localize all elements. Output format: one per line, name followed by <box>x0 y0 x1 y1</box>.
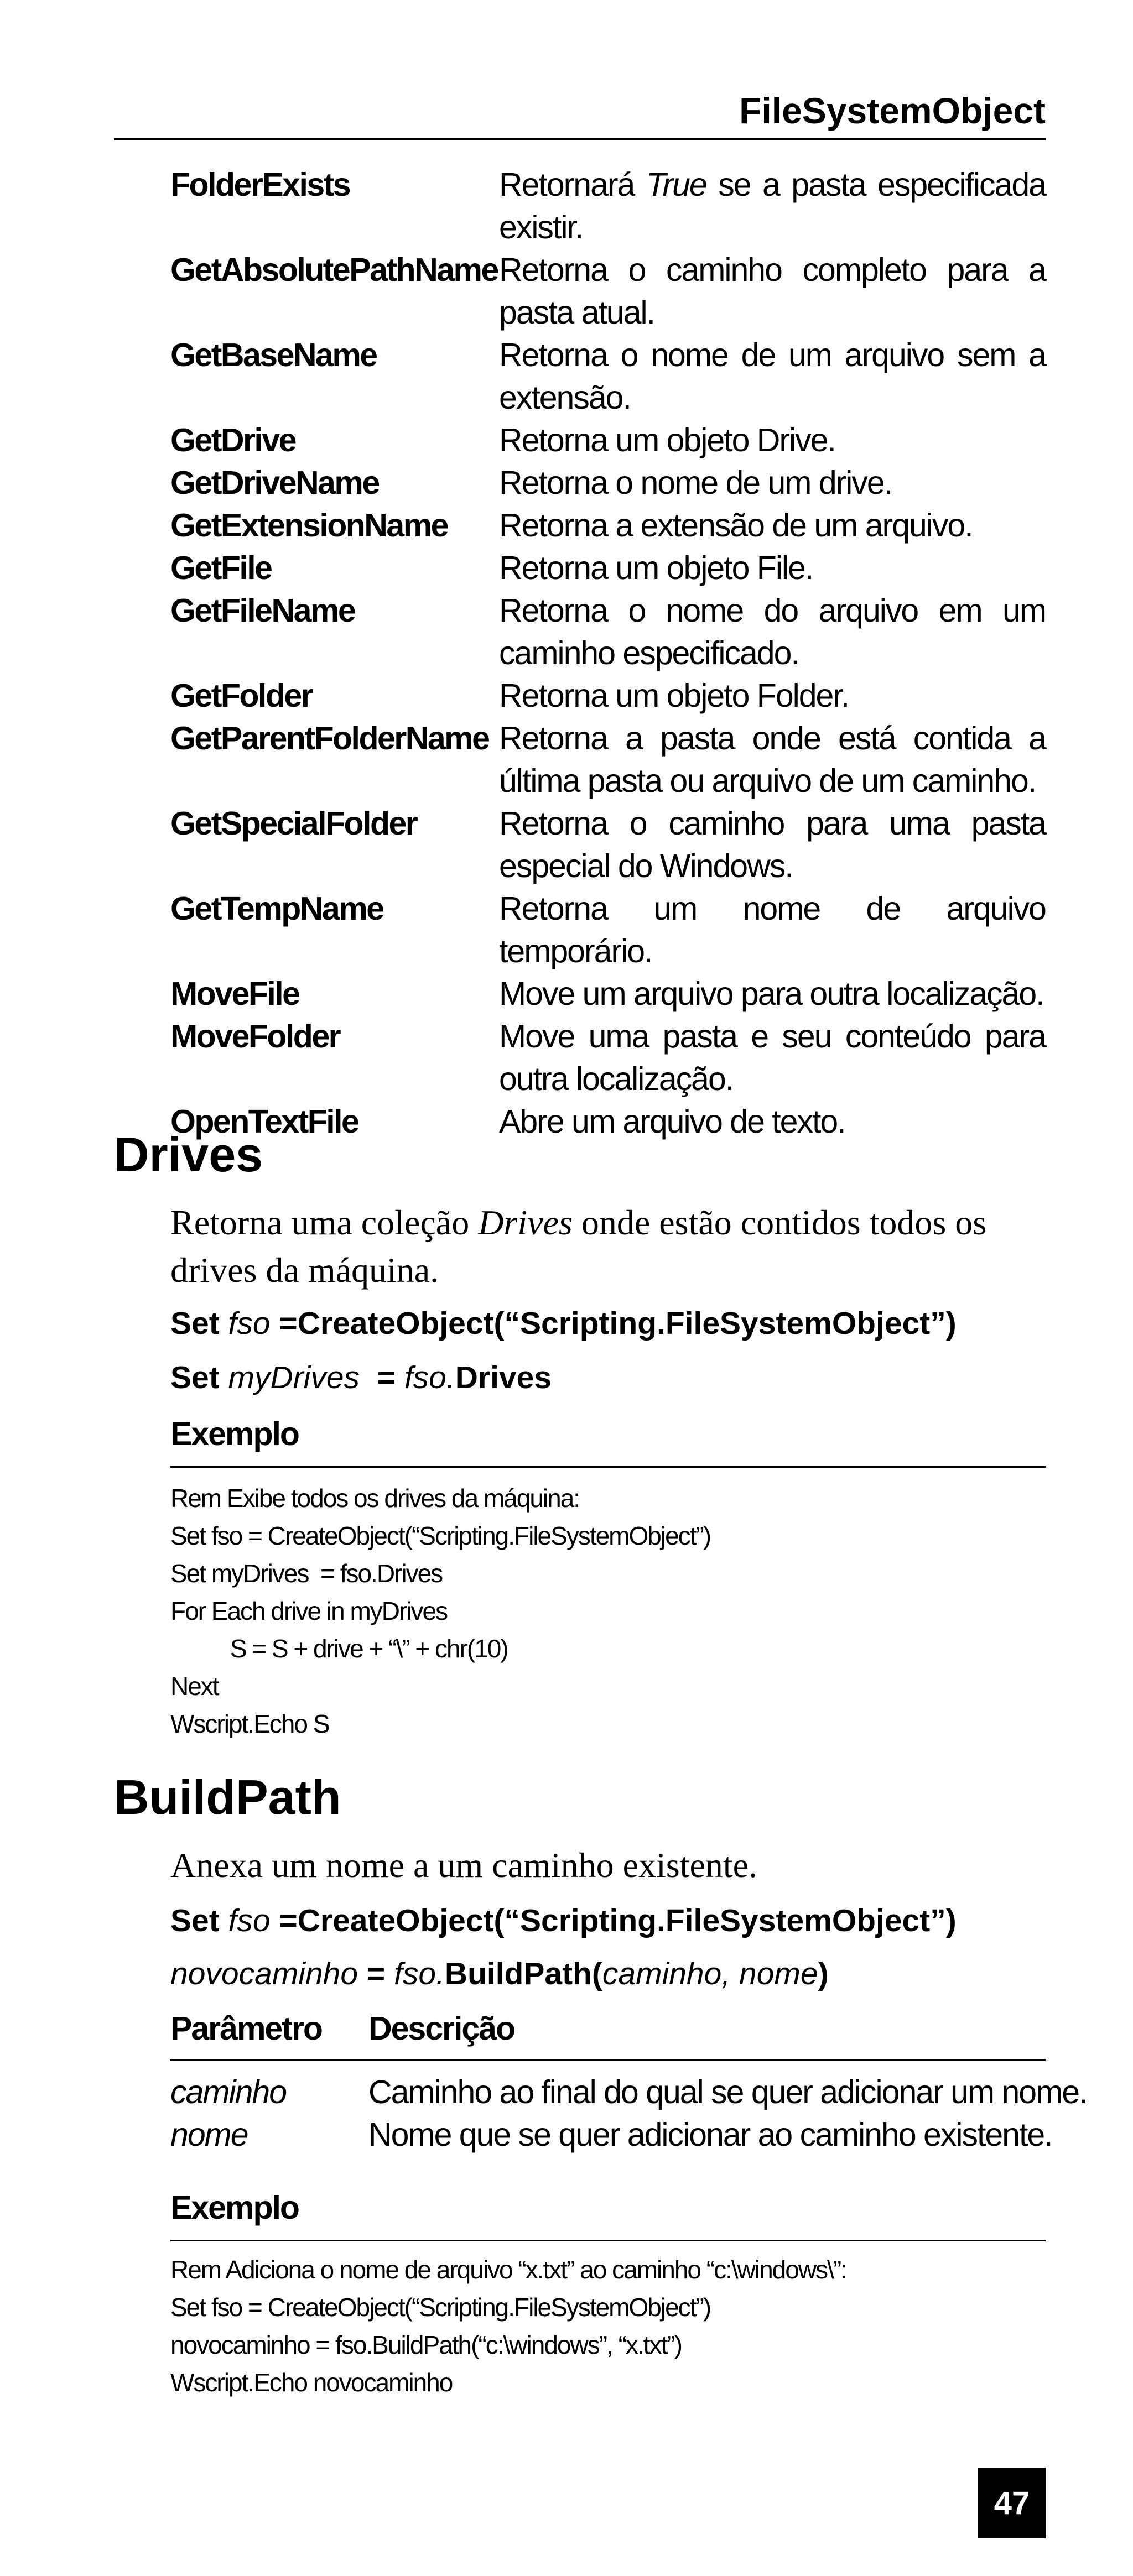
method-description-text: Retorna o caminho para uma pasta especial do Windows. <box>499 805 1046 884</box>
code-line: For Each drive in myDrives <box>170 1597 448 1625</box>
method-name: GetFolder <box>170 677 313 714</box>
syntax-variable: myDrives <box>228 1360 360 1395</box>
method-description-text: Move um arquivo para outra localização. <box>499 976 1044 1012</box>
drives-syntax-line-2 <box>170 1358 552 1397</box>
syntax-property: Drives <box>455 1360 552 1395</box>
method-description-text: Retorna o nome do arquivo em um caminho especificado. <box>499 592 1046 671</box>
method-description-text: Retorna o caminho completo para a pasta atual. <box>499 252 1046 331</box>
method-description <box>499 164 1046 249</box>
section-heading-buildpath: BuildPath <box>114 1770 341 1824</box>
method-description-text: Retorna a pasta onde está contida a última pasta ou arquivo de um caminho. <box>499 720 1046 799</box>
method-name: GetExtensionName <box>170 507 448 544</box>
buildpath-intro: Anexa um nome a um caminho existente. <box>170 1845 758 1885</box>
param-table-body <box>170 2071 1087 2156</box>
drives-example-rule <box>170 1466 1046 1468</box>
param-description: Nome que se quer adicionar ao caminho existente. <box>368 2116 1052 2153</box>
method-name: OpenTextFile <box>170 1103 358 1140</box>
code-line: Set fso = CreateObject(“Scripting.FileSystemObject”) <box>170 2293 711 2322</box>
method-name: FolderExists <box>170 166 350 203</box>
section-heading-drives: Drives <box>114 1127 263 1182</box>
buildpath-example-label: Exemplo <box>170 2189 299 2226</box>
method-row <box>170 973 1046 1015</box>
drives-code-block <box>170 1479 710 1743</box>
method-row <box>170 802 1046 888</box>
drives-example-label: Exemplo <box>170 1416 299 1452</box>
syntax-method: BuildPath( <box>444 1956 602 1991</box>
param-name: caminho <box>170 2074 287 2110</box>
method-description <box>499 802 1046 888</box>
method-name: MoveFolder <box>170 1018 340 1055</box>
code-line: Set myDrives = fso.Drives <box>170 1559 443 1588</box>
method-description <box>499 1015 1046 1101</box>
syntax-object: fso. <box>394 1956 445 1991</box>
method-name: GetDrive <box>170 422 295 458</box>
method-description-text: Retorna o nome de um drive. <box>499 465 892 501</box>
method-description <box>499 249 1046 334</box>
code-line: Rem Exibe todos os drives da máquina: <box>170 1484 580 1513</box>
syntax-expression: =CreateObject(“Scripting.FileSystemObject”) <box>270 1903 957 1938</box>
method-name: GetFile <box>170 550 272 586</box>
method-description <box>499 419 1046 462</box>
method-description <box>499 888 1046 973</box>
code-line: Set fso = CreateObject(“Scripting.FileSystemObject”) <box>170 1521 711 1550</box>
drives-intro-italic: Drives <box>478 1203 573 1242</box>
method-row <box>170 590 1046 675</box>
method-description-text: Retorna um objeto Drive. <box>499 422 835 458</box>
buildpath-example-rule <box>170 2240 1046 2241</box>
buildpath-syntax-line-1 <box>170 1901 957 1940</box>
method-description-text: Retorna o nome de um arquivo sem a extensão. <box>499 337 1046 416</box>
syntax-equals: = <box>358 1956 394 1991</box>
method-row <box>170 675 1046 717</box>
method-row <box>170 249 1046 334</box>
method-name: GetAbsolutePathName <box>170 252 498 288</box>
method-name: GetFileName <box>170 592 355 629</box>
method-description-text: Retorna a extensão de um arquivo. <box>499 507 973 544</box>
method-row <box>170 1015 1046 1101</box>
method-description <box>499 462 1046 504</box>
param-row <box>170 2071 1087 2114</box>
method-name: MoveFile <box>170 976 299 1012</box>
method-description-text: Move uma pasta e seu conteúdo para outra localização. <box>499 1018 1046 1097</box>
drives-intro-text: Retorna uma coleção <box>170 1203 479 1242</box>
drives-intro-text-end: onde estão contidos todos os drives da máquina. <box>170 1203 987 1290</box>
code-line: Wscript.Echo novocaminho <box>170 2368 453 2397</box>
code-line: Wscript.Echo S <box>170 1709 329 1738</box>
method-description <box>499 675 1046 717</box>
method-name: GetTempName <box>170 890 383 927</box>
syntax-equals: = <box>360 1360 404 1395</box>
param-description: Caminho ao final do qual se quer adicionar um nome. <box>368 2074 1087 2110</box>
code-line: Rem Adiciona o nome de arquivo “x.txt” ao caminho “c:\windows\”: <box>170 2255 846 2284</box>
method-description <box>499 504 1046 547</box>
syntax-close: ) <box>818 1956 829 1991</box>
header-rule <box>114 138 1046 140</box>
syntax-keyword: Set <box>170 1306 220 1341</box>
method-table <box>170 164 1046 1143</box>
syntax-keyword: Set <box>170 1903 220 1938</box>
param-table-rule <box>170 2059 1046 2061</box>
param-header-name: Parâmetro <box>170 2010 322 2047</box>
param-name: nome <box>170 2116 248 2153</box>
param-table-header <box>170 2009 515 2048</box>
method-row <box>170 717 1046 802</box>
syntax-arguments: caminho, nome <box>602 1956 818 1991</box>
syntax-keyword: Set <box>170 1360 220 1395</box>
method-description <box>499 1101 1046 1143</box>
method-description-text: Retorna um objeto File. <box>499 550 813 586</box>
method-description <box>499 717 1046 802</box>
method-description-text: Retornará <box>499 166 646 203</box>
buildpath-syntax-line-2 <box>170 1954 829 1993</box>
param-header-desc: Descrição <box>368 2010 515 2047</box>
method-row <box>170 888 1046 973</box>
method-row <box>170 462 1046 504</box>
method-description <box>499 547 1046 590</box>
method-name: GetBaseName <box>170 337 377 373</box>
method-row <box>170 504 1046 547</box>
method-row <box>170 1101 1046 1143</box>
method-description <box>499 973 1046 1015</box>
drives-intro <box>170 1199 1046 1294</box>
param-row <box>170 2114 1052 2156</box>
drives-syntax-line-1 <box>170 1304 957 1343</box>
running-header: FileSystemObject <box>739 90 1046 131</box>
syntax-expression: =CreateObject(“Scripting.FileSystemObject”) <box>270 1306 957 1341</box>
method-description-text: Abre um arquivo de texto. <box>499 1103 845 1140</box>
syntax-variable: fso <box>228 1306 271 1341</box>
method-description <box>499 590 1046 675</box>
code-line: Next <box>170 1672 219 1701</box>
code-line: S = S + drive + “\” + chr(10) <box>170 1634 508 1663</box>
method-description-italic: True <box>646 166 706 203</box>
method-name: GetSpecialFolder <box>170 805 417 842</box>
method-row <box>170 164 1046 249</box>
buildpath-code-block <box>170 2251 846 2401</box>
method-row <box>170 419 1046 462</box>
syntax-variable: fso <box>228 1903 271 1938</box>
method-row <box>170 547 1046 590</box>
page-number: 47 <box>978 2468 1046 2538</box>
method-description <box>499 334 1046 419</box>
method-name: GetDriveName <box>170 465 379 501</box>
syntax-object: fso. <box>404 1360 455 1395</box>
method-description-text: Retorna um objeto Folder. <box>499 677 849 714</box>
method-name: GetParentFolderName <box>170 720 489 757</box>
method-row <box>170 334 1046 419</box>
syntax-variable: novocaminho <box>170 1956 358 1991</box>
method-description-text: se a pasta especificada existir. <box>499 166 1046 246</box>
code-line: novocaminho = fso.BuildPath(“c:\windows”, “x.txt”) <box>170 2330 682 2359</box>
method-description-text: Retorna um nome de arquivo temporário. <box>499 890 1046 969</box>
